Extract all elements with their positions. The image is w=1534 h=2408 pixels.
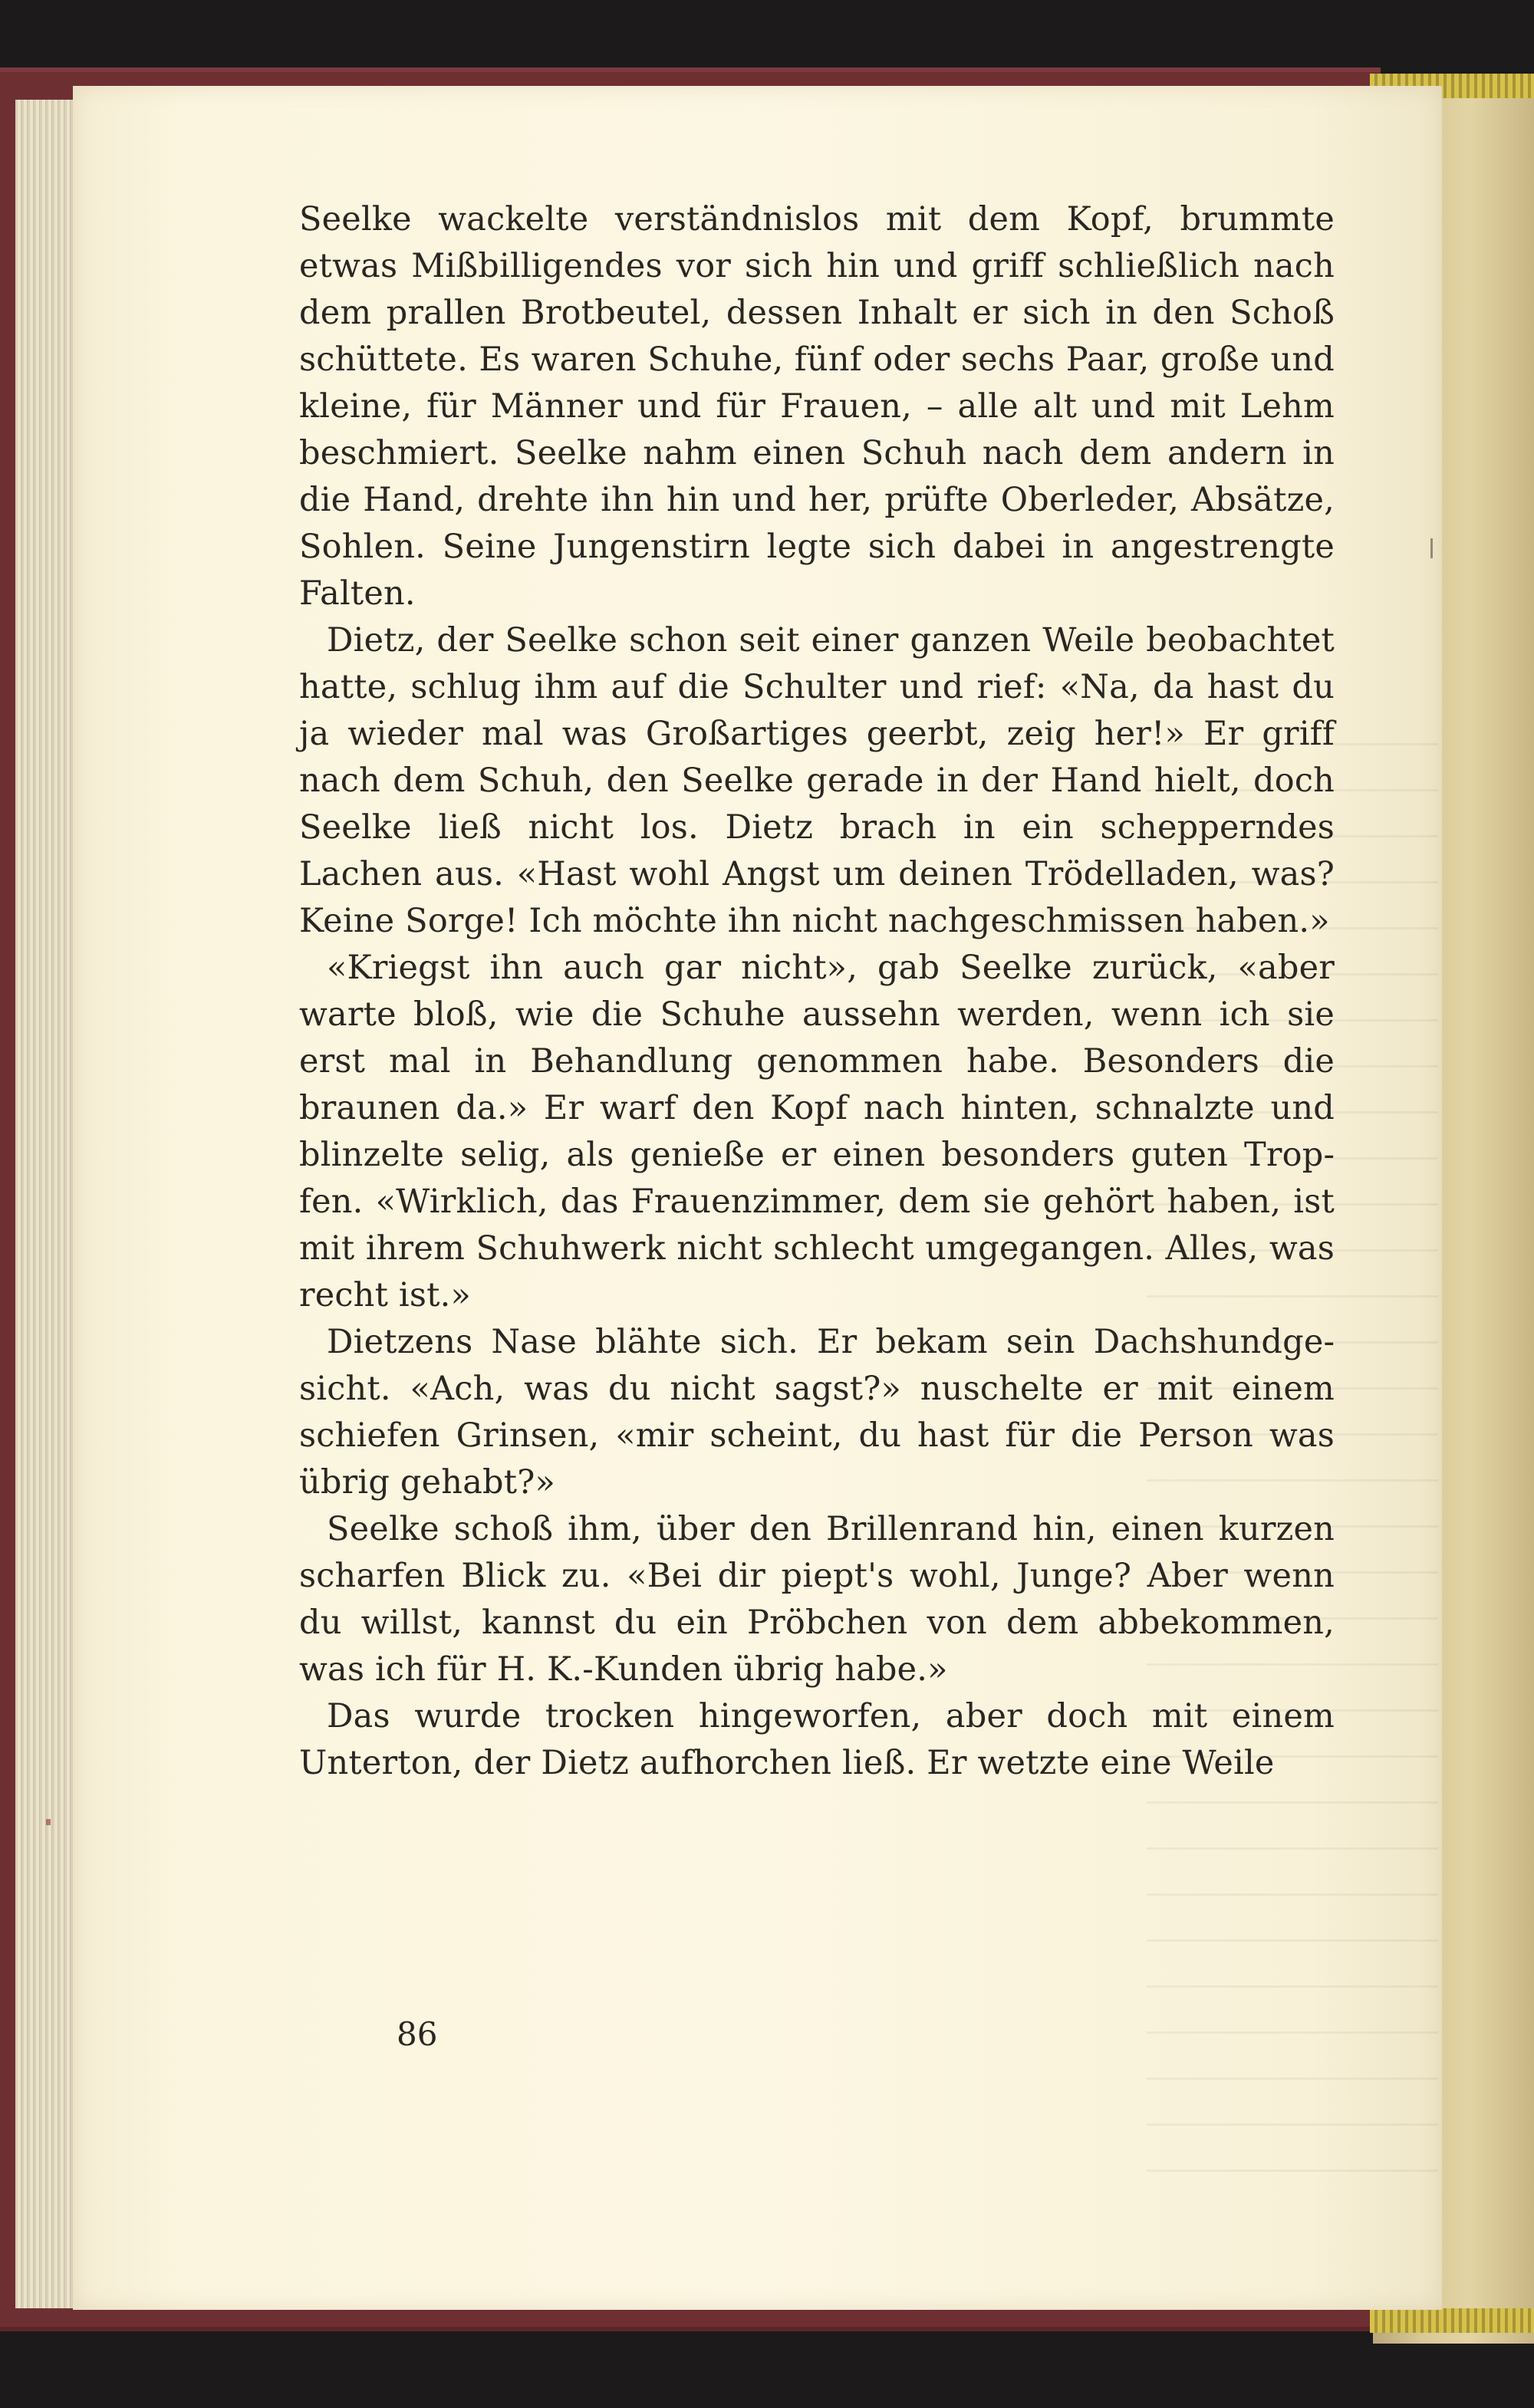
paragraph: «Kriegst ihn auch gar nicht», gab Seelke zurück, «aber warte bloß, wie die Schuhe aussehn werden, wenn ich sie erst mal in Behandlung genommen habe. Besonders die braunen da.» Er warf den Kopf nach hinten, schnalzte und blinzelte selig, als genieße er einen besonders guten Tropfen. «Wirklich, das Frauenzimmer, dem sie gehört haben, ist mit ihrem Schuhwerk nicht schlecht umgegangen. Alles, was recht ist.» [299, 949, 1335, 1314]
paragraph: Dietzens Nase blähte sich. Er bekam sein Dachshundgesicht. «Ach, was du nicht sagst?» nuschelte er mit einem schiefen Grinsen, «mir scheint, du hast für die Person was übrig gehabt?» [299, 1323, 1335, 1502]
page-edges [15, 100, 77, 2308]
paper-speck [1430, 538, 1433, 558]
page-number: 86 [397, 2015, 438, 2053]
headband-bottom [1370, 2308, 1534, 2333]
margin-mark [46, 1819, 51, 1825]
body-text [299, 196, 1335, 1787]
paragraph: Das wurde trocken hingeworfen, aber doch mit einem Unterton, der Dietz aufhorchen ließ. Er wetzte eine Weile [299, 1697, 1335, 1782]
paragraph: Seelke wackelte verständnislos mit dem Kopf, brummte etwas Mißbilligendes vor sich hin und griff schließlich nach dem prallen Brotbeutel, dessen Inhalt er sich in den Schoß schüttete. Es waren Schuhe, fünf oder sechs Paar, große und kleine, für Männer und für Frauen, – alle alt und mit Lehm beschmiert. Seelke nahm einen Schuh nach dem andern in die Hand, drehte ihn hin und her, prüfte Oberleder, Absätze, Sohlen. Seine Jungenstirn legte sich dabei in angestrengte Falten. [299, 200, 1335, 613]
paragraph: Dietz, der Seelke schon seit einer ganzen Weile beobachtet hatte, schlug ihm auf die Schulter und rief: «Na, da hast du ja wieder mal was Großartiges geerbt, zeig her!» Er griff nach dem Schuh, den Seelke gerade in der Hand hielt, doch Seelke ließ nicht los. Dietz brach in ein schepperndes Lachen aus. «Hast wohl Angst um deinen Trödelladen, was? Keine Sorge! Ich möchte ihn nicht nachgeschmissen haben.» [299, 621, 1335, 940]
paragraph: Seelke schoß ihm, über den Brillenrand hin, einen kurzen scharfen Blick zu. «Bei dir piept's wohl, Junge? Aber wenn du willst, kannst du ein Pröbchen von dem abbekommen, was ich für H. K.-Kunden übrig habe.» [299, 1510, 1335, 1689]
